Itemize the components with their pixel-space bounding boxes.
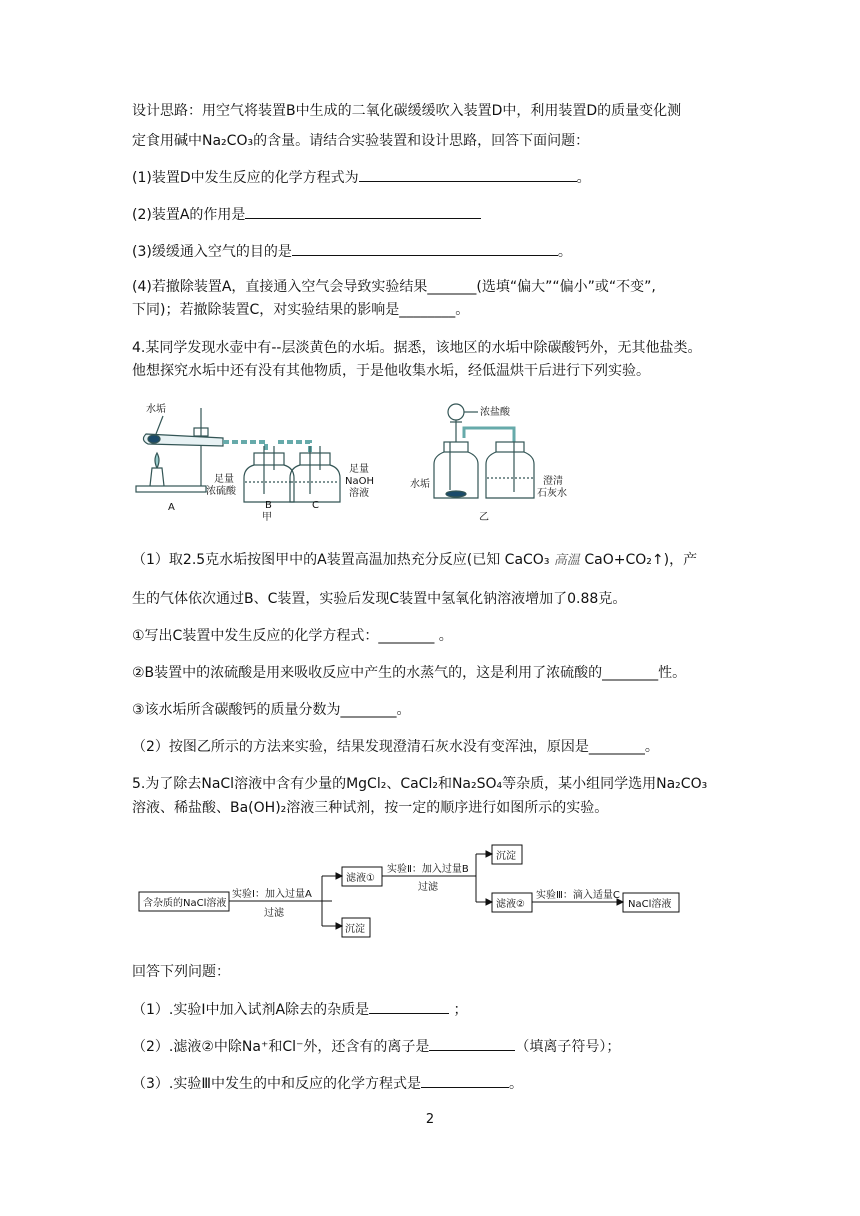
process-flowchart [132, 836, 712, 944]
label-C: C [312, 500, 319, 511]
answer-blank[interactable] [245, 204, 481, 219]
label-B: B [265, 500, 272, 511]
flow-filter1: 过滤 [264, 908, 284, 919]
apparatus-figure-yi [404, 398, 584, 524]
label-hcl: 浓盐酸 [480, 407, 510, 418]
q4-sub1-line2: 生的气体依次通过B、C装置，实验后发现C装置中氢氧化钠溶液增加了0.88克。 [132, 591, 627, 607]
caption-yi: 乙 [479, 512, 489, 523]
q3-part4-line2: 下同)；若撤除装置C，对实验结果的影响是________。 [132, 302, 470, 318]
label-scale: 水垢 [146, 404, 166, 415]
flow-ppt2: 沉淀 [496, 851, 516, 862]
flow-step3: 实验Ⅲ：滴入适量C [536, 890, 620, 901]
flow-step1: 实验Ⅰ：加入过量A [232, 889, 312, 900]
label-naoh-2: NaOH [345, 476, 374, 487]
q4-sub1-line1: （1）取2.5克水垢按图甲中的A装置高温加热充分反应(已知 CaCO₃ 高温 CaO+CO₂↑)，产 [132, 552, 698, 568]
q4-c3: ③该水垢所含碳酸钙的质量分数为________。 [132, 702, 411, 718]
flow-filtrate1: 滤液① [346, 873, 375, 884]
flow-step2: 实验Ⅱ：加入过量B [387, 864, 469, 875]
answer-blank[interactable] [429, 1036, 515, 1051]
q4-c1: ①写出C装置中发生反应的化学方程式：________ 。 [132, 628, 453, 644]
q4-c2: ②B装置中的浓硫酸是用来吸收反应中产生的水蒸气的，这是利用了浓硫酸的________性。 [132, 665, 687, 681]
answer-blank[interactable] [292, 241, 558, 256]
label-lime-1: 澄清 [543, 476, 563, 487]
q4-stem-line2: 他想探究水垢中还有没有其他物质，于是他收集水垢，经低温烘干后进行下列实验。 [132, 363, 650, 379]
answer-blank[interactable] [369, 999, 449, 1014]
intro-line-2: 定食用碱中Na₂CO₃的含量。请结合实验装置和设计思路，回答下面问题： [132, 133, 590, 149]
q3-part1: (1)装置D中发生反应的化学方程式为 。 [132, 167, 591, 188]
apparatus-figure-jia [128, 398, 398, 524]
label-acid-2: 浓硫酸 [206, 486, 236, 497]
label-scale-yi: 水垢 [410, 479, 430, 490]
caption-jia: 甲 [262, 512, 272, 523]
flow-filtrate2: 滤液② [496, 899, 525, 910]
flow-ppt1: 沉淀 [345, 924, 365, 935]
stand-base [136, 486, 206, 492]
q5-stem-line2: 溶液、稀盐酸、Ba(OH)₂溶液三种试剂，按一定的顺序进行如图所示的实验。 [132, 800, 609, 816]
label-acid-1: 足量 [214, 474, 234, 485]
label-A: A [168, 502, 175, 513]
flow-end: NaCl溶液 [628, 899, 672, 910]
q4-sub2: （2）按图乙所示的方法来实验，结果发现澄清石灰水没有变浑浊，原因是________。 [132, 739, 659, 755]
answer-blank[interactable] [359, 167, 577, 182]
q3-part4-line1: (4)若撤除装置A，直接通入空气会导致实验结果_______(选填“偏大”“偏小”或“不变”, [132, 279, 656, 295]
flow-start: 含杂质的NaCl溶液 [143, 898, 227, 909]
intro-line-1: 设计思路：用空气将装置B中生成的二氧化碳缓缓吹入装置D中，利用装置D的质量变化测 [132, 103, 682, 119]
q5-ask: 回答下列问题： [132, 964, 230, 980]
q5-a3: （3）.实验Ⅲ中发生的中和反应的化学方程式是 。 [132, 1073, 523, 1094]
q3-part3: (3)缓缓通入空气的目的是 。 [132, 241, 572, 262]
q5-stem-line1: 5.为了除去NaCl溶液中含有少量的MgCl₂、CaCl₂和Na₂SO₄等杂质，某小组同学选用Na₂CO₃ [132, 776, 708, 792]
page-number: 2 [425, 1112, 435, 1127]
flow-filter2: 过滤 [418, 882, 438, 893]
q5-a1: （1）.实验Ⅰ中加入试剂A除去的杂质是 ； [132, 999, 468, 1020]
label-lime-2: 石灰水 [537, 488, 567, 499]
q4-stem-line1: 4.某同学发现水壶中有--层淡黄色的水垢。据悉，该地区的水垢中除碳酸钙外，无其他盐类。 [132, 340, 702, 356]
q3-part2: (2)装置A的作用是 [132, 204, 481, 225]
label-naoh-3: 溶液 [349, 488, 369, 499]
label-naoh-1: 足量 [349, 464, 369, 475]
answer-blank[interactable] [421, 1073, 509, 1088]
q5-a2: （2）.滤液②中除Na⁺和Cl⁻外，还含有的离子是 （填离子符号）； [132, 1036, 620, 1057]
